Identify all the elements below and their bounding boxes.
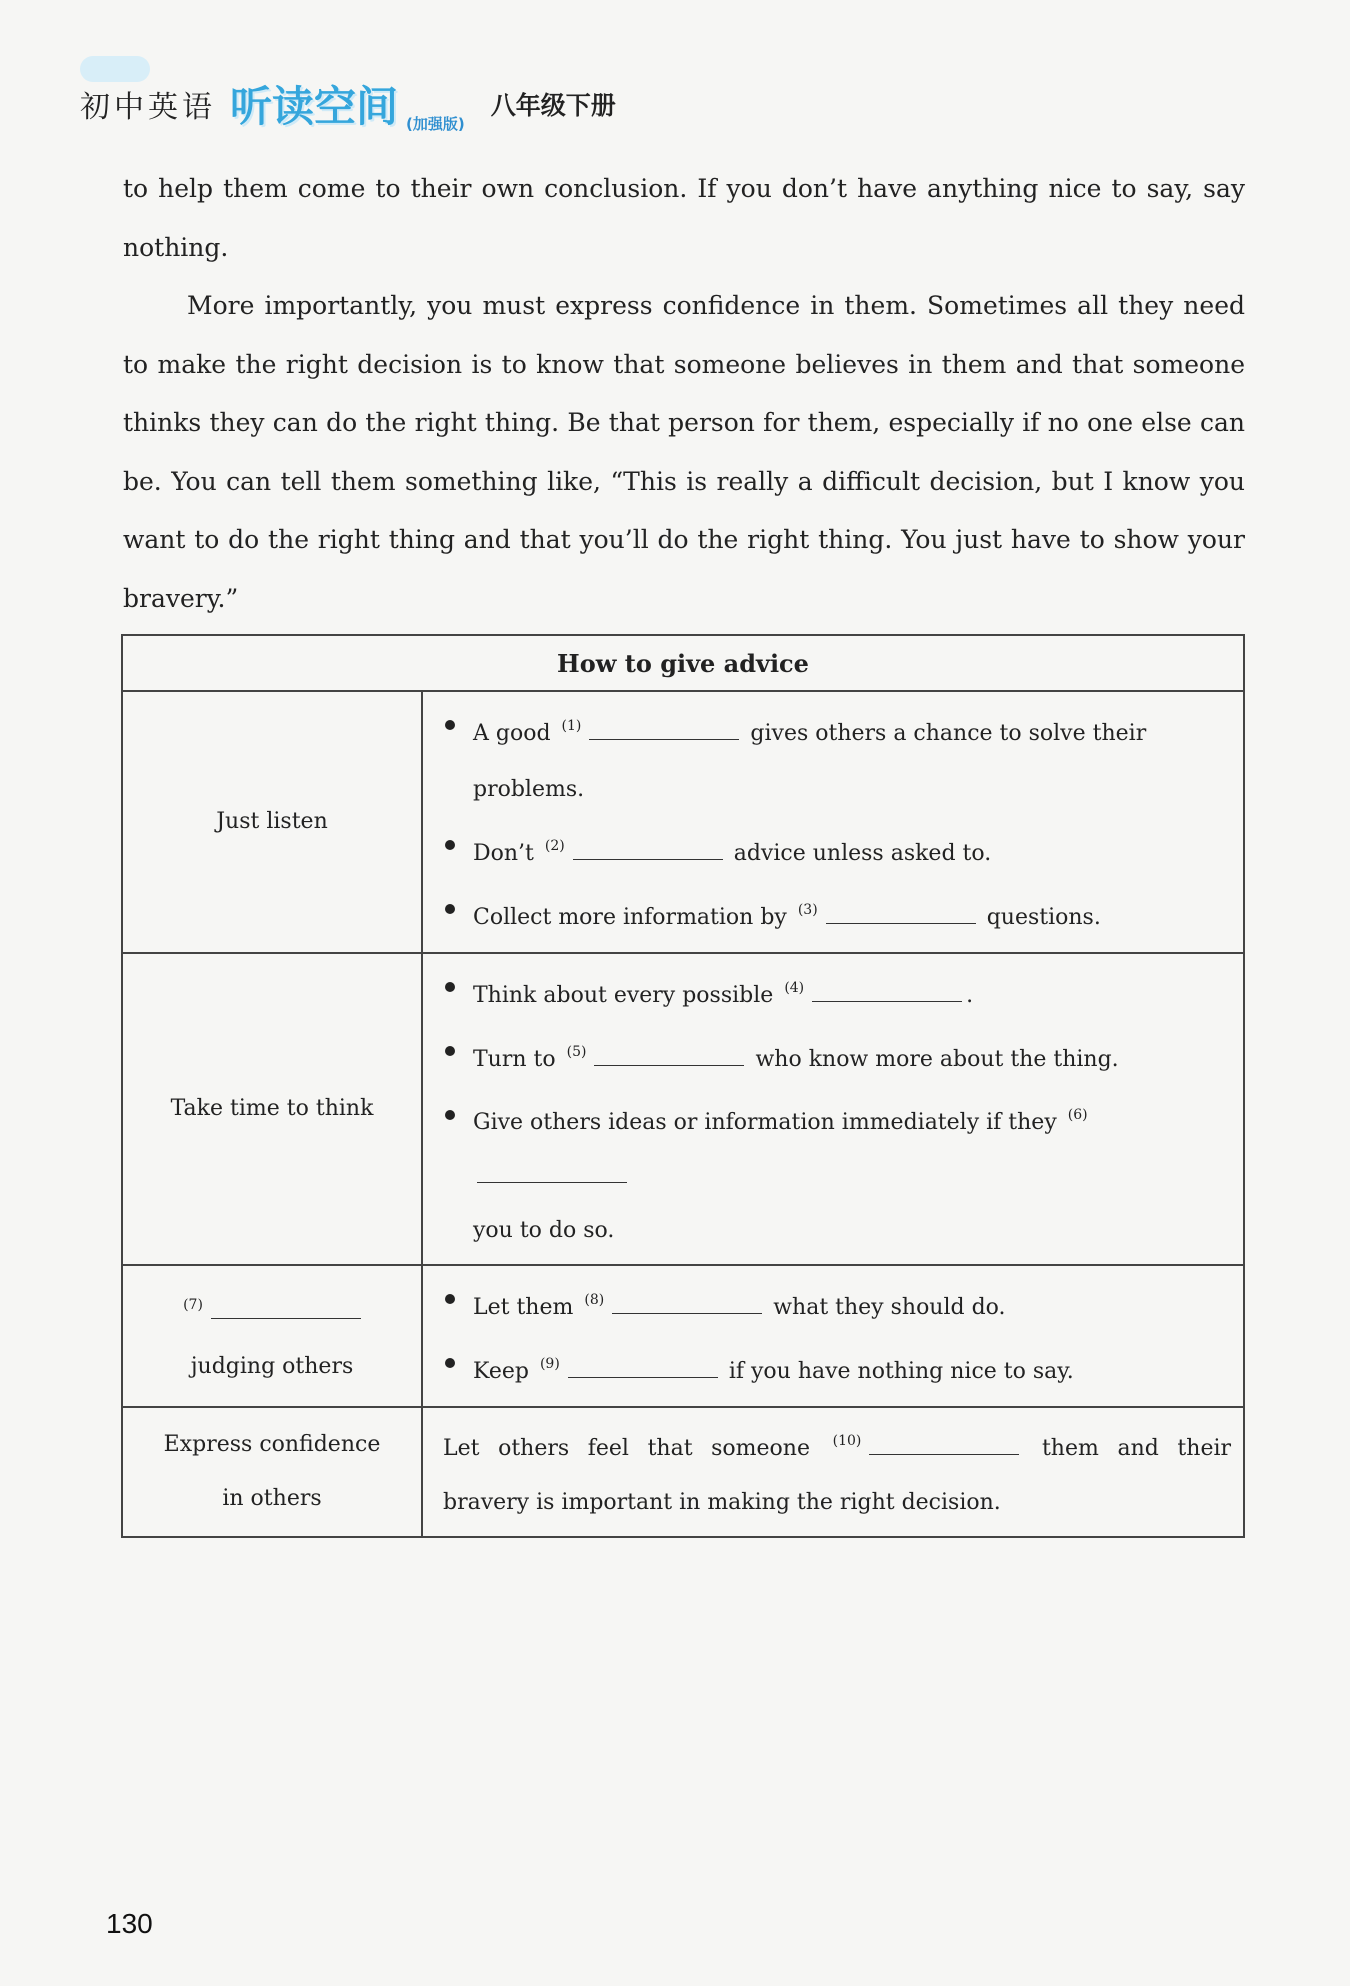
page-number: 130 [106,1908,153,1939]
answer-blank-3[interactable] [826,922,976,924]
list-item [443,1414,1231,1530]
blank-number: (5) [566,1044,587,1060]
answer-blank-9[interactable] [568,1376,718,1378]
table-row [122,691,1244,953]
answer-blank-10[interactable] [869,1453,1019,1455]
bullet-icon [445,904,455,914]
bullet-icon [445,840,455,850]
list-item [443,1088,1231,1258]
item-text: who know more about the thing. [755,1047,1119,1072]
blank-number: (6) [1067,1107,1088,1123]
list-item [443,818,1231,882]
answer-blank-1[interactable] [589,738,739,740]
row-items [422,953,1244,1265]
blank-number: (8) [584,1292,605,1308]
series-title: 初中英语 [80,90,216,125]
item-text: Collect more information by [473,905,787,930]
advice-table [121,634,1245,1538]
bullet-icon [445,1358,455,1368]
blank-number: (3) [797,902,818,918]
item-text: Don’t [473,841,534,866]
bullet-icon [445,1046,455,1056]
list-item [443,1272,1231,1336]
paragraph-1: to help them come to their own conclusion. If you don’t have anything nice to say, say nothing. [123,174,1245,262]
item-text: Turn to [473,1047,556,1072]
row-label-judging [122,1265,422,1407]
item-text: advice unless asked to. [733,841,992,866]
item-text: Keep [473,1359,529,1384]
item-text: you to do so. [473,1218,615,1243]
grade-label: 八年级下册 [490,91,616,120]
item-text: A good [473,721,551,746]
label-text: judging others [190,1354,354,1379]
label-text: Express confidence [163,1432,381,1457]
item-text: them and their bravery is important in making the right decision. [443,1436,1232,1515]
item-text: if you have nothing nice to say. [728,1359,1074,1384]
bullet-icon [445,1294,455,1304]
bullet-icon [445,1110,455,1120]
answer-blank-6[interactable] [477,1181,627,1183]
list-item [443,698,1231,818]
answer-blank-5[interactable] [594,1064,744,1066]
table-row [122,953,1244,1265]
cloud-decoration-icon [80,56,150,82]
table-row [122,1265,1244,1407]
answer-blank-2[interactable] [573,858,723,860]
edition-label: (加强版) [406,115,465,133]
list-item [443,882,1231,946]
table-row [122,1407,1244,1537]
table-title: How to give advice [122,635,1244,691]
item-text: questions. [986,905,1101,930]
answer-blank-4[interactable] [812,1000,962,1002]
paragraph-2: More importantly, you must express confidence in them. Sometimes all they need to make the right decision is to know that someone believes in them and that someone thinks they can do the right thing. Be that person for them, especially if no one else can be. You can tell them something like, “This is really a difficult decision, but I know you want to do the right thing and that you’ll do the right thing. You just have to show your bravery.” [123,291,1245,613]
reading-passage [123,160,1245,628]
list-item [443,960,1231,1024]
blank-number: (10) [832,1433,862,1449]
bullet-icon [445,720,455,730]
blank-number: (2) [544,838,565,854]
item-text: Let them [473,1295,574,1320]
item-text: what they should do. [773,1295,1006,1320]
row-items [422,1407,1244,1537]
label-text: in others [222,1486,322,1511]
answer-blank-7[interactable] [211,1317,361,1319]
blank-number: (7) [183,1297,203,1313]
item-text: gives others a chance to solve their problems. [473,721,1147,802]
blank-number: (9) [539,1356,560,1372]
item-text: Think about every possible [473,983,774,1008]
item-text: . [966,983,974,1008]
bullet-icon [445,982,455,992]
brand-text: 听读空间 [230,82,399,131]
row-items [422,1265,1244,1407]
page-header [80,74,616,134]
row-label-take-time: Take time to think [122,953,422,1265]
answer-blank-8[interactable] [612,1312,762,1314]
row-label-express [122,1407,422,1537]
row-label-just-listen: Just listen [122,691,422,953]
item-text: Give others ideas or information immediately if they [473,1110,1057,1135]
row-items [422,691,1244,953]
list-item [443,1336,1231,1400]
blank-number: (1) [561,718,582,734]
blank-number: (4) [784,980,805,996]
item-text: Let others feel that someone [443,1436,810,1461]
list-item [443,1024,1231,1088]
brand-logo [230,74,398,134]
